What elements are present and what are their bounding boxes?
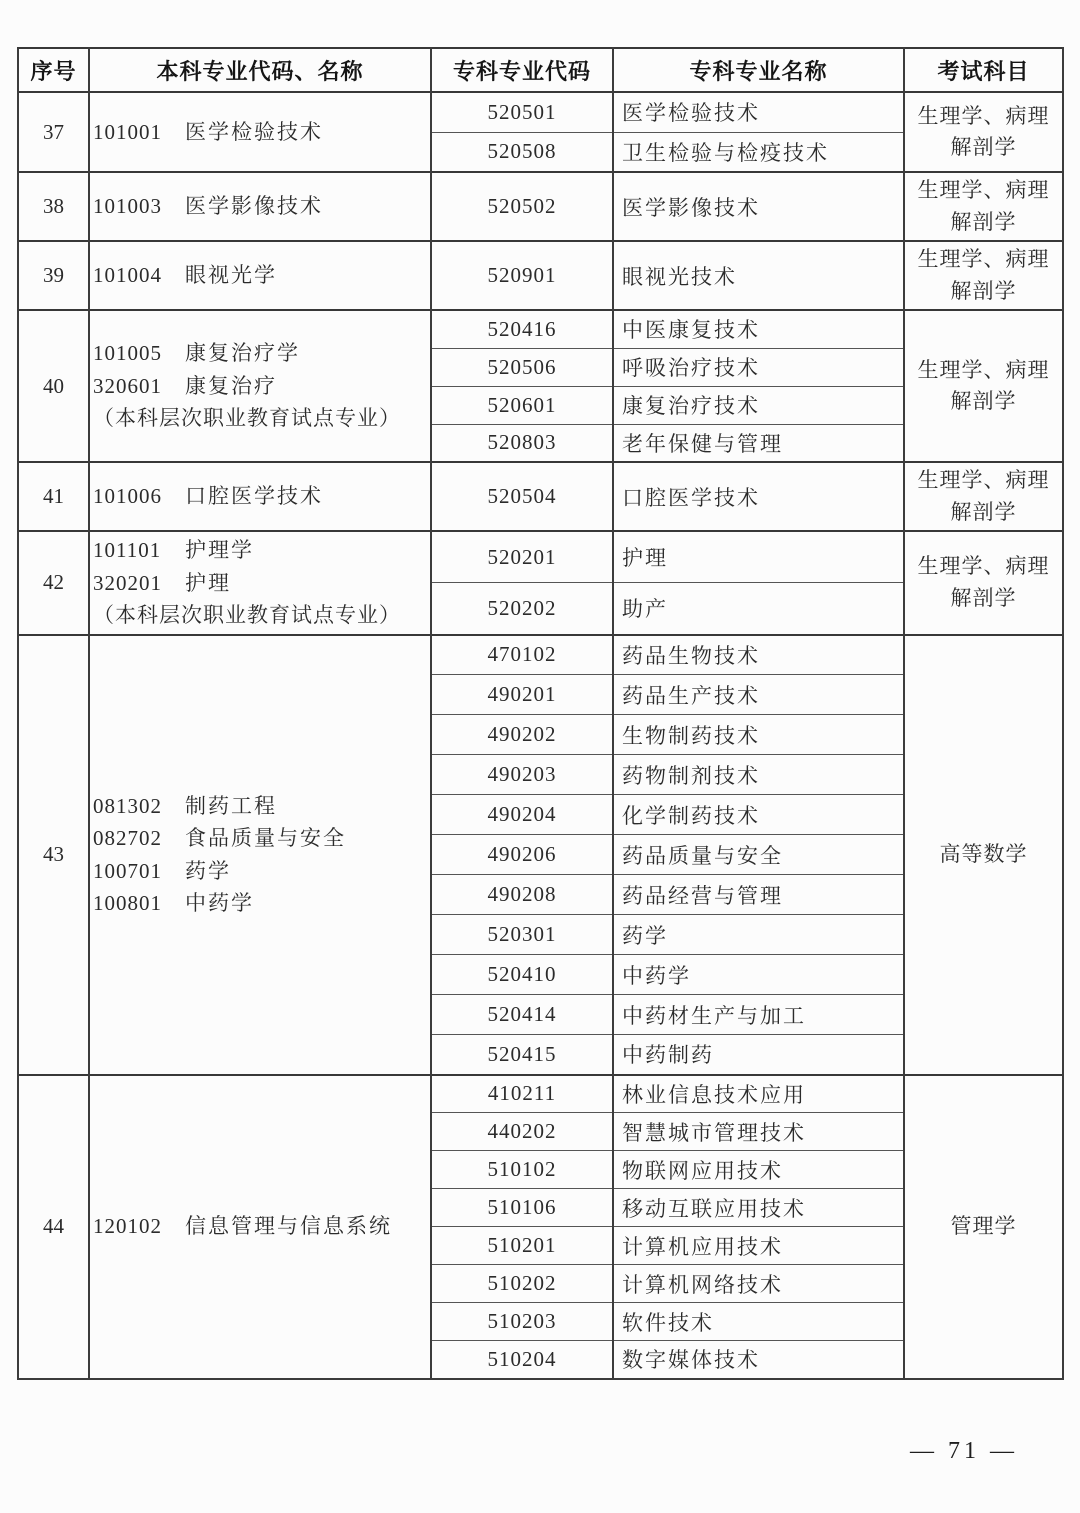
specialty-name-cell: 医学影像技术: [613, 172, 904, 241]
table-row: [18, 172, 1063, 241]
specialty-name-cell: 药学: [613, 915, 904, 955]
specialty-name-cell: 计算机网络技术: [613, 1265, 904, 1303]
undergrad-line: [93, 790, 426, 823]
specialty-code-cell: 490208: [431, 875, 613, 915]
exam-subject-cell: 生理学、病理解剖学: [904, 531, 1063, 635]
specialty-code-cell: 490201: [431, 675, 613, 715]
undergrad-cell: [89, 310, 431, 462]
row-no-cell: 43: [18, 635, 89, 1075]
undergrad-line: [93, 534, 426, 567]
specialty-code-cell: 510203: [431, 1303, 613, 1341]
undergrad-line: [93, 190, 426, 223]
exam-subject-cell: 高等数学: [904, 635, 1063, 1075]
specialty-name-cell: 药品经营与管理: [613, 875, 904, 915]
specialty-name-cell: 计算机应用技术: [613, 1227, 904, 1265]
specialty-name-cell: 康复治疗技术: [613, 386, 904, 424]
undergrad-name: 护理学: [185, 538, 254, 562]
undergrad-name: 药学: [185, 858, 231, 883]
undergrad-name: 口腔医学技术: [185, 484, 323, 509]
specialty-name-cell: 老年保健与管理: [613, 424, 904, 462]
undergrad-code: 101004: [93, 263, 162, 288]
undergrad-line: [93, 370, 426, 403]
undergrad-name: 医学检验技术: [185, 119, 323, 144]
undergrad-code: 320201: [93, 570, 162, 595]
column-header: 专科专业名称: [613, 48, 904, 92]
specialty-code-cell: 470102: [431, 635, 613, 675]
row-no-cell: 40: [18, 310, 89, 462]
undergrad-name: 医学影像技术: [185, 194, 323, 219]
table-header: [18, 48, 1063, 92]
undergrad-line: [93, 1210, 426, 1243]
row-no-cell: 41: [18, 462, 89, 531]
major-mapping-table-wrap: [17, 47, 1064, 1380]
specialty-code-cell: 520201: [431, 531, 613, 583]
row-no-cell: 42: [18, 531, 89, 635]
row-no-cell: 44: [18, 1075, 89, 1379]
table-row: [18, 310, 1063, 348]
undergrad-code: 320601: [93, 373, 162, 398]
specialty-name-cell: 移动互联应用技术: [613, 1189, 904, 1227]
exam-subject-cell: 生理学、病理解剖学: [904, 92, 1063, 172]
specialty-name-cell: 卫生检验与检疫技术: [613, 132, 904, 172]
specialty-code-cell: 520416: [431, 310, 613, 348]
specialty-code-cell: 490206: [431, 835, 613, 875]
exam-subject-cell: 生理学、病理解剖学: [904, 462, 1063, 531]
specialty-code-cell: 520415: [431, 1035, 613, 1075]
table-row: [18, 1075, 1063, 1113]
specialty-name-cell: 呼吸治疗技术: [613, 348, 904, 386]
specialty-name-cell: 数字媒体技术: [613, 1341, 904, 1379]
specialty-code-cell: 520301: [431, 915, 613, 955]
specialty-name-cell: 药品生产技术: [613, 675, 904, 715]
undergrad-name: 信息管理与信息系统: [185, 1214, 392, 1239]
undergrad-cell: [89, 531, 431, 635]
undergrad-cell: [89, 1075, 431, 1379]
table-row: [18, 462, 1063, 531]
specialty-code-cell: 520506: [431, 348, 613, 386]
specialty-name-cell: 中药制药: [613, 1035, 904, 1075]
undergrad-line: [93, 887, 426, 920]
undergrad-code: 101005: [93, 341, 162, 366]
undergrad-code: 082702: [93, 826, 162, 851]
undergrad-line: [93, 567, 426, 600]
specialty-name-cell: 林业信息技术应用: [613, 1075, 904, 1113]
undergrad-line: [93, 259, 426, 292]
undergrad-name: 中药学: [185, 891, 254, 916]
undergrad-cell: [89, 462, 431, 531]
specialty-code-cell: 510106: [431, 1189, 613, 1227]
specialty-name-cell: 生物制药技术: [613, 715, 904, 755]
row-no-cell: 38: [18, 172, 89, 241]
undergrad-name: 食品质量与安全: [185, 826, 346, 851]
specialty-name-cell: 中药学: [613, 955, 904, 995]
undergrad-name: 康复治疗学: [185, 341, 300, 366]
specialty-code-cell: 520803: [431, 424, 613, 462]
exam-subject-cell: 管理学: [904, 1075, 1063, 1379]
specialty-code-cell: 520501: [431, 92, 613, 132]
undergrad-line: [93, 480, 426, 513]
undergrad-note: （本科层次职业教育试点专业）: [93, 603, 401, 628]
specialty-name-cell: 护理: [613, 531, 904, 583]
undergrad-name: 眼视光学: [185, 263, 277, 288]
undergrad-cell: [89, 241, 431, 310]
specialty-name-cell: 口腔医学技术: [613, 462, 904, 531]
undergrad-line: [93, 822, 426, 855]
specialty-code-cell: 520504: [431, 462, 613, 531]
specialty-name-cell: 中药材生产与加工: [613, 995, 904, 1035]
specialty-name-cell: 医学检验技术: [613, 92, 904, 132]
specialty-name-cell: 化学制药技术: [613, 795, 904, 835]
undergrad-line: [93, 116, 426, 149]
undergrad-code: 100701: [93, 858, 162, 883]
specialty-code-cell: 410211: [431, 1075, 613, 1113]
column-header: 考试科目: [904, 48, 1063, 92]
specialty-code-cell: 520414: [431, 995, 613, 1035]
specialty-code-cell: 510102: [431, 1151, 613, 1189]
undergrad-code: 100801: [93, 891, 162, 916]
undergrad-code: 101003: [93, 194, 162, 219]
exam-subject-cell: 生理学、病理解剖学: [904, 172, 1063, 241]
undergrad-cell: [89, 92, 431, 172]
specialty-code-cell: 510201: [431, 1227, 613, 1265]
specialty-name-cell: 物联网应用技术: [613, 1151, 904, 1189]
undergrad-cell: [89, 172, 431, 241]
major-mapping-table: [17, 47, 1064, 1380]
undergrad-line: [93, 337, 426, 370]
specialty-code-cell: 520410: [431, 955, 613, 995]
specialty-code-cell: 490204: [431, 795, 613, 835]
undergrad-code: 101006: [93, 484, 162, 509]
undergrad-note: （本科层次职业教育试点专业）: [93, 406, 401, 431]
row-no-cell: 37: [18, 92, 89, 172]
undergrad-code: 081302: [93, 793, 162, 818]
column-header: 序号: [18, 48, 89, 92]
table-row: [18, 531, 1063, 583]
specialty-code-cell: 520601: [431, 386, 613, 424]
table-row: [18, 92, 1063, 132]
specialty-code-cell: 520502: [431, 172, 613, 241]
table-row: [18, 241, 1063, 310]
undergrad-name: 制药工程: [185, 793, 277, 818]
undergrad-line: [93, 855, 426, 888]
specialty-code-cell: 520202: [431, 583, 613, 635]
specialty-name-cell: 智慧城市管理技术: [613, 1113, 904, 1151]
exam-subject-cell: 生理学、病理解剖学: [904, 310, 1063, 462]
undergrad-name: 康复治疗: [185, 373, 277, 398]
specialty-name-cell: 药物制剂技术: [613, 755, 904, 795]
specialty-name-cell: 软件技术: [613, 1303, 904, 1341]
header-row: [18, 48, 1063, 92]
specialty-code-cell: 440202: [431, 1113, 613, 1151]
specialty-code-cell: 490203: [431, 755, 613, 795]
undergrad-name: 护理: [185, 570, 231, 595]
row-no-cell: 39: [18, 241, 89, 310]
specialty-code-cell: 510204: [431, 1341, 613, 1379]
exam-subject-cell: 生理学、病理解剖学: [904, 241, 1063, 310]
specialty-name-cell: 药品质量与安全: [613, 835, 904, 875]
specialty-code-cell: 520508: [431, 132, 613, 172]
specialty-code-cell: 490202: [431, 715, 613, 755]
specialty-code-cell: 520901: [431, 241, 613, 310]
undergrad-code: 120102: [93, 1214, 162, 1239]
specialty-name-cell: 眼视光技术: [613, 241, 904, 310]
column-header: 专科专业代码: [431, 48, 613, 92]
undergrad-cell: [89, 635, 431, 1075]
table-body: [18, 92, 1063, 1379]
table-row: [18, 635, 1063, 675]
specialty-code-cell: 510202: [431, 1265, 613, 1303]
page-number: — 71 —: [910, 1438, 1018, 1464]
specialty-name-cell: 助产: [613, 583, 904, 635]
specialty-name-cell: 中医康复技术: [613, 310, 904, 348]
specialty-name-cell: 药品生物技术: [613, 635, 904, 675]
column-header: 本科专业代码、名称: [89, 48, 431, 92]
undergrad-code: 101101: [93, 538, 162, 562]
undergrad-code: 101001: [93, 119, 162, 144]
